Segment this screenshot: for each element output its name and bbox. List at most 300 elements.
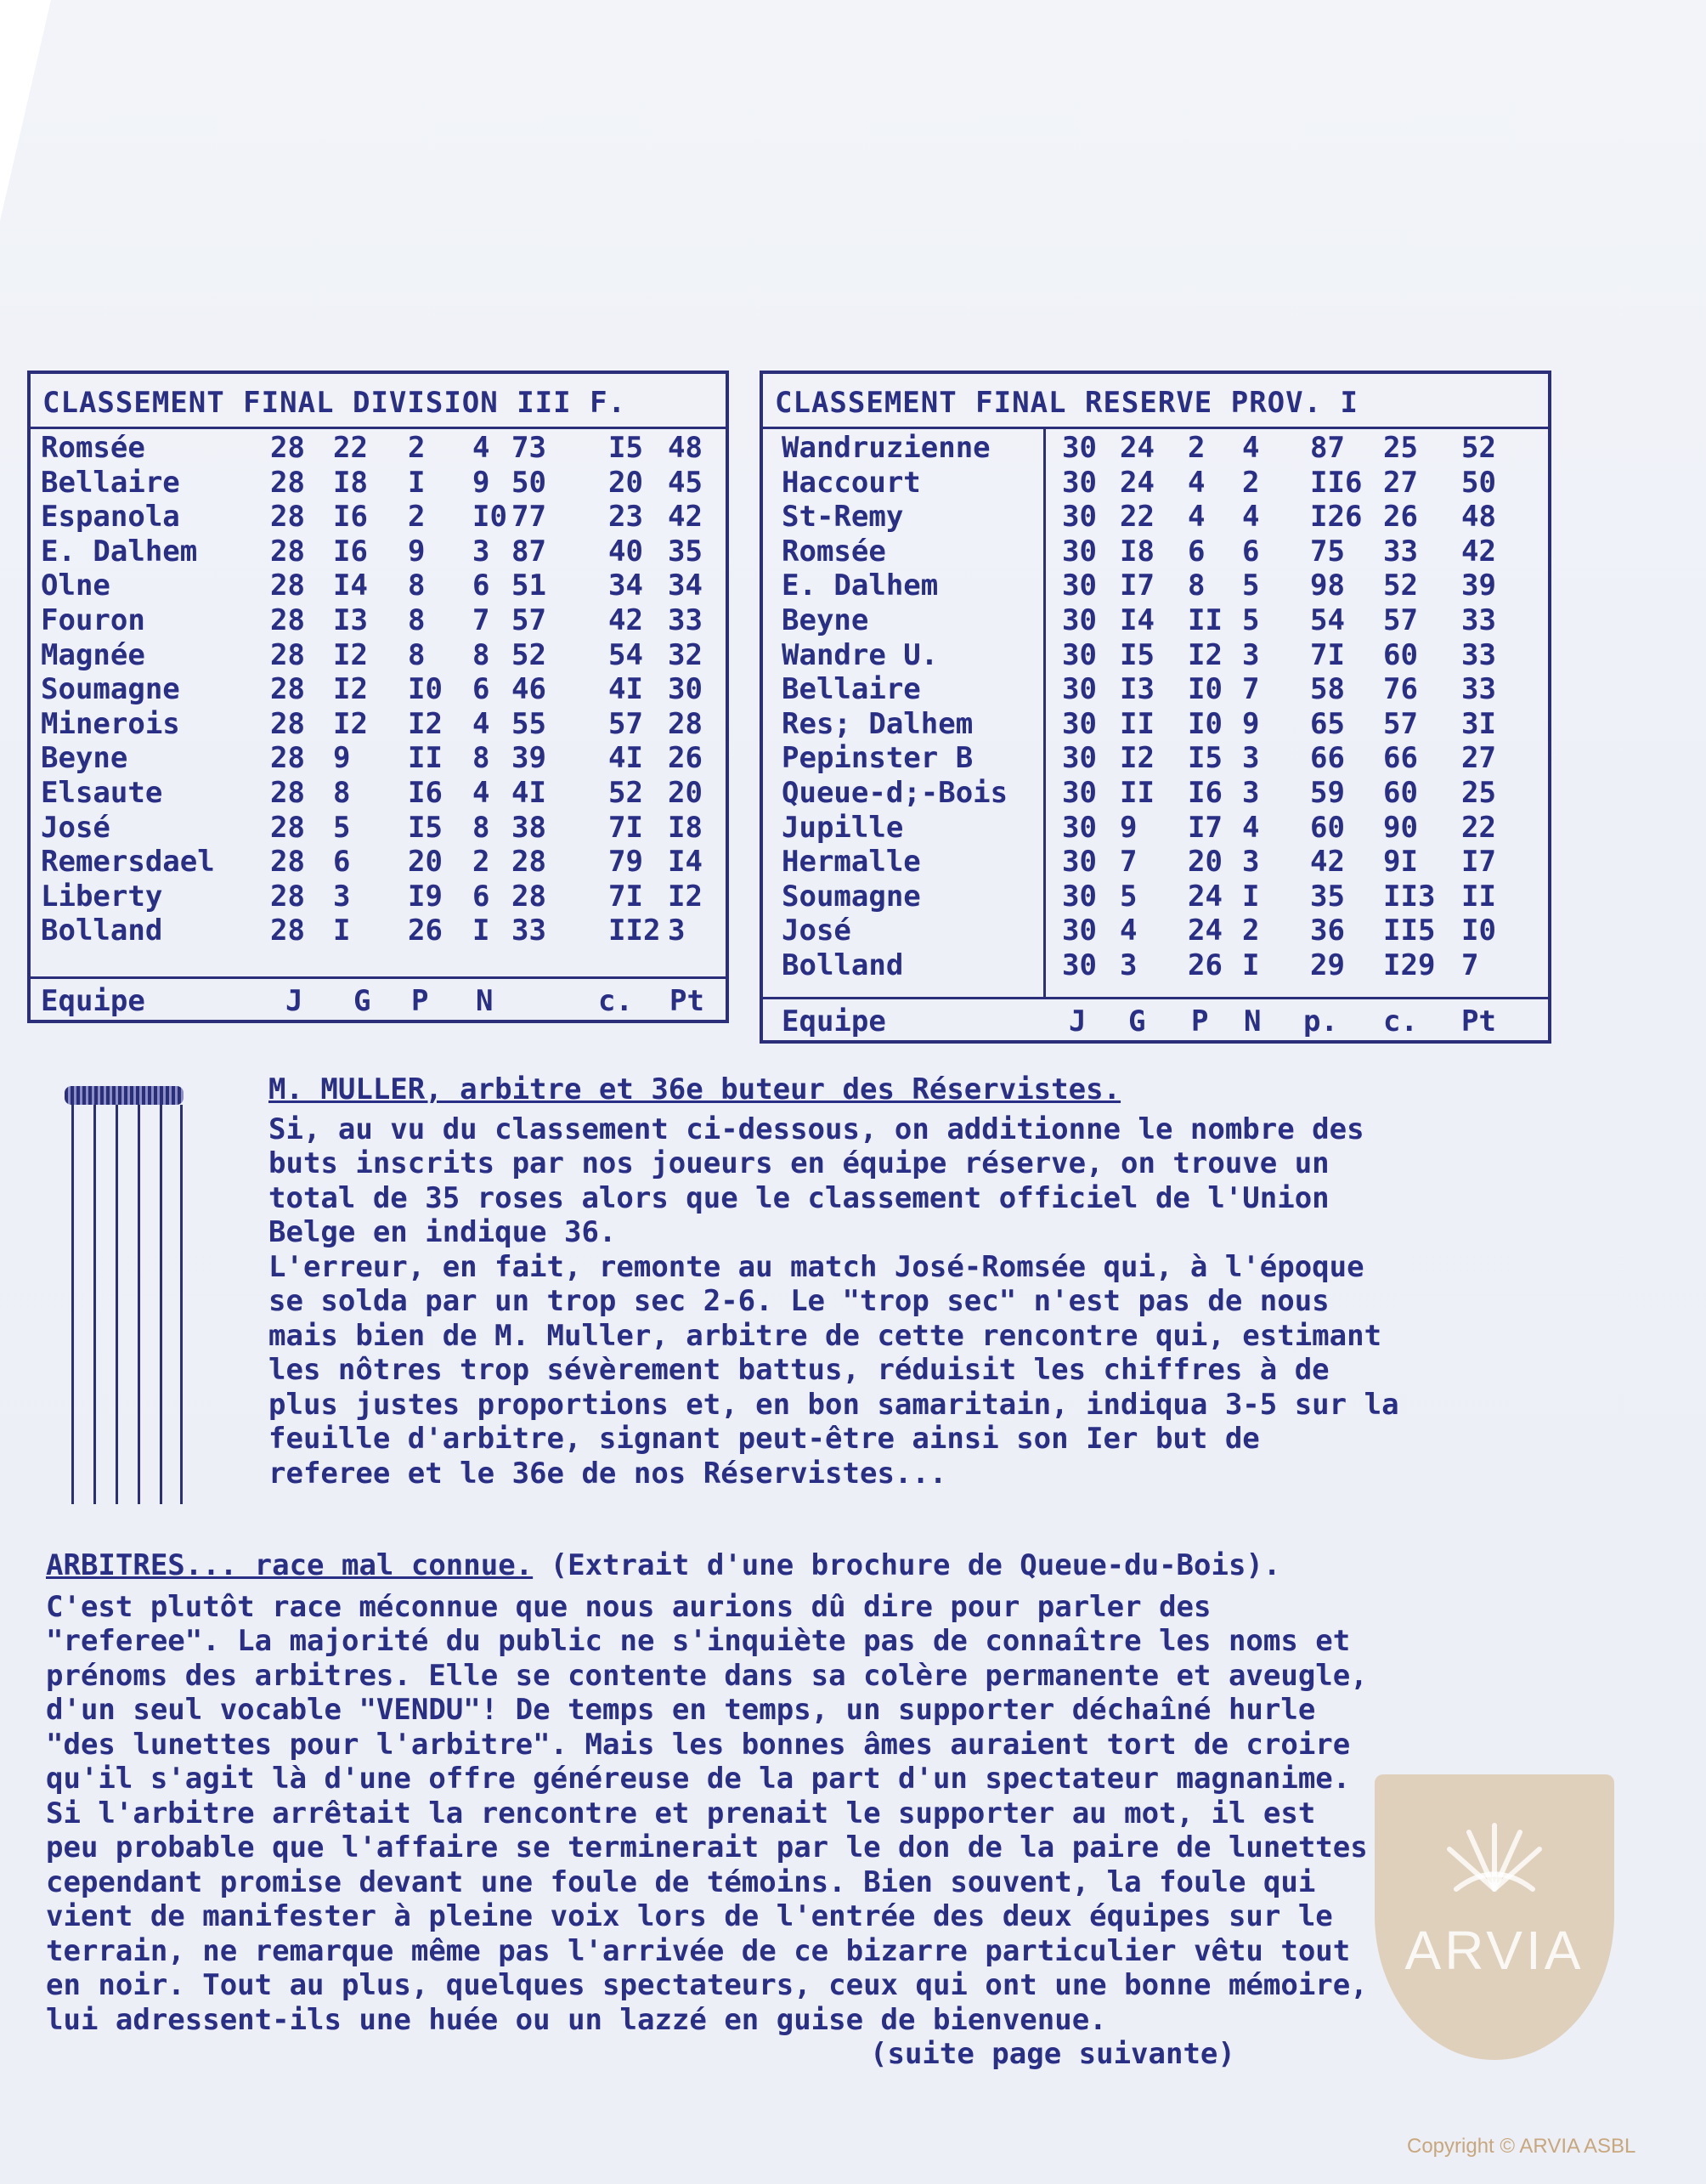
table-row [763,637,1548,671]
stat-cell: I8 [1120,534,1155,569]
text-line: en noir. Tout au plus, quelques spectateurs, ceux qui ont une bonne mémoire, [46,1968,1368,2002]
stat-cell: 76 [1383,672,1418,707]
stat-cell: 45 [668,465,703,500]
stat-cell: 54 [608,637,643,672]
table-row [763,947,1548,982]
stat-cell: 52 [1383,569,1418,603]
text-line: referee et le 36e de nos Réservistes... [268,1456,947,1491]
team-name: Soumagne [41,672,180,707]
text-line: buts inscrits par nos joueurs en équipe réserve, on trouve un [268,1146,1330,1180]
stat-cell: 3 [333,879,351,914]
stat-cell: 3 [668,914,686,948]
stat-cell: 8 [408,637,426,672]
stat-cell: 26 [1383,500,1418,535]
stat-cell: 79 [608,845,643,880]
footer-label: Pt [1461,1004,1496,1038]
stat-cell: I7 [1120,569,1155,603]
stat-cell: I0 [408,672,443,707]
footer-label: J [285,984,303,1018]
table-row [763,809,1548,844]
stat-cell: 20 [408,845,443,880]
stat-cell: 22 [333,431,368,465]
stat-cell: I6 [408,775,443,810]
team-name: José [41,810,110,845]
text-line: feuille d'arbitre, signant peut-être ainsi son Ier but de [268,1422,1260,1456]
team-name: St-Remy [782,500,904,535]
stat-cell: 48 [1461,500,1496,535]
table-title: CLASSEMENT FINAL DIVISION III F. [31,374,726,429]
stat-cell: 22 [1120,500,1155,535]
stat-cell: 32 [668,637,703,672]
stat-cell: 26 [668,741,703,776]
stat-cell: II [1188,603,1223,637]
stat-cell: 9 [472,465,490,500]
stat-cell: 3 [1242,845,1260,880]
stat-cell: I3 [1120,672,1155,707]
stat-cell: 59 [1310,775,1345,810]
text-line: "referee". La majorité du public ne s'inquiète pas de connaître les noms et [46,1624,1351,1658]
footer-label: J [1069,1004,1087,1038]
stat-cell: II [1120,706,1155,741]
stat-cell: 28 [270,465,305,500]
stat-cell: I2 [668,879,703,914]
table-row [31,567,726,602]
stat-cell: I2 [1120,741,1155,776]
stat-cell: 2 [408,431,426,465]
stat-cell: 75 [1310,534,1345,569]
stat-cell: 58 [1310,672,1345,707]
table-row [31,843,726,878]
stat-cell: 22 [1461,810,1496,845]
stat-cell: 42 [1310,845,1345,880]
sunburst-icon [1439,1808,1550,1893]
team-name: Remersdael [41,845,215,880]
text-line: d'un seul vocable "VENDU"! De temps en temps, un supporter déchaîné hurle [46,1693,1316,1727]
stat-cell: 27 [1383,465,1418,500]
table-row [31,498,726,533]
stat-cell: 4I [511,775,546,810]
stat-cell: 55 [511,706,546,741]
stat-cell: I7 [1461,845,1496,880]
table-row [763,705,1548,740]
team-name: Bellaire [41,465,180,500]
team-name: Beyne [41,741,128,776]
stat-cell: 24 [1120,465,1155,500]
stat-cell: 5 [1242,569,1260,603]
stat-cell: 33 [511,914,546,948]
stat-cell: I2 [333,637,368,672]
stat-cell: 28 [668,706,703,741]
stat-cell: 3I [1461,706,1496,741]
stat-cell: 42 [668,500,703,535]
team-name: Espanola [41,500,180,535]
stat-cell: 33 [1461,672,1496,707]
table-rows [763,429,1548,982]
stat-cell: 90 [1383,810,1418,845]
stat-cell: 40 [608,534,643,569]
footer-label: p. [1303,1004,1338,1038]
team-name: Bolland [41,914,163,948]
stat-cell: I [1242,948,1260,982]
decorative-column-emblem [65,1086,184,1511]
stat-cell: 9 [1242,706,1260,741]
stat-cell: 52 [1461,431,1496,465]
stat-cell: 6 [472,569,490,603]
stat-cell: II3 [1383,879,1436,914]
stat-cell: II6 [1310,465,1363,500]
text-line: Si, au vu du classement ci-dessous, on additionne le nombre des [268,1112,1364,1146]
stat-cell: 28 [270,741,305,776]
stat-cell: I2 [408,706,443,741]
stat-cell: 30 [1062,672,1097,707]
table-row [31,670,726,705]
team-name: Hermalle [782,845,921,880]
stat-cell: 50 [511,465,546,500]
stat-cell: 30 [1062,741,1097,776]
stat-cell: 65 [1310,706,1345,741]
stat-cell: II [408,741,443,776]
team-name: José [782,914,851,948]
stat-cell: I3 [333,603,368,637]
footer-label: N [476,984,494,1018]
stat-cell: I4 [1120,603,1155,637]
stat-cell: 7I [608,810,643,845]
stat-cell: 30 [1062,914,1097,948]
stat-cell: I0 [1188,672,1223,707]
table-title: CLASSEMENT FINAL RESERVE PROV. I [763,374,1548,429]
stat-cell: I [408,465,426,500]
watermark-text: ARVIA [1404,1920,1585,1981]
stat-cell: 66 [1310,741,1345,776]
stat-cell: 27 [1461,741,1496,776]
team-name: Wandre U. [782,637,939,672]
stat-cell: 28 [270,637,305,672]
stat-cell: I [472,914,490,948]
stat-cell: 57 [511,603,546,637]
stat-cell: 9 [408,534,426,569]
stat-cell: 6 [472,672,490,707]
stat-cell: 8 [1188,569,1206,603]
stat-cell: 8 [472,741,490,776]
stat-cell: 3 [1120,948,1138,982]
stat-cell: 3 [1242,775,1260,810]
text-line: total de 35 roses alors que le classement officiel de l'Union [268,1180,1330,1215]
stat-cell: II5 [1383,914,1436,948]
stat-cell: 2 [1188,431,1206,465]
stat-cell: 6 [333,845,351,880]
stat-cell: I5 [608,431,643,465]
stat-cell: 25 [1383,431,1418,465]
stat-cell: 57 [1383,603,1418,637]
stat-cell: 8 [472,810,490,845]
stat-cell: I26 [1310,500,1363,535]
stat-cell: 28 [270,879,305,914]
stat-cell: 30 [1062,845,1097,880]
team-name: Pepinster B [782,741,974,776]
text-line: se solda par un trop sec 2-6. Le "trop sec" n'est pas de nous [268,1284,1330,1318]
footer-label: Equipe [41,984,145,1018]
stat-cell: 7 [1120,845,1138,880]
table-row [31,809,726,844]
stat-cell: I [1242,879,1260,914]
team-name: Soumagne [782,879,921,914]
team-name: Haccourt [782,465,921,500]
stat-cell: I4 [668,845,703,880]
stat-cell: 28 [511,845,546,880]
footer-label: Pt [669,984,704,1018]
stat-cell: 30 [1062,500,1097,535]
text-line: terrain, ne remarque même pas l'arrivée de ce bizarre particulier vêtu tout [46,1933,1351,1968]
stat-cell: 25 [1461,775,1496,810]
stat-cell: 26 [408,914,443,948]
footer-label: c. [1383,1004,1418,1038]
table-row [31,602,726,637]
stat-cell: 52 [608,775,643,810]
article-arbitres [46,1548,1368,2072]
stat-cell: 60 [1383,637,1418,672]
stat-cell: I4 [333,569,368,603]
stat-cell: 30 [1062,637,1097,672]
footer-label: N [1244,1004,1262,1038]
stat-cell: 30 [1062,431,1097,465]
stat-cell: I6 [333,500,368,535]
article-source: (Extrait d'une brochure de Queue-du-Bois). [533,1548,1281,1582]
stat-cell: 4 [472,775,490,810]
stat-cell: 2 [408,500,426,535]
stat-cell: 4 [1120,914,1138,948]
stat-cell: 28 [270,706,305,741]
footer-label: c. [598,984,633,1018]
table-row [763,739,1548,774]
stat-cell: 35 [668,534,703,569]
stat-cell: 6 [1242,534,1260,569]
table-footer [31,976,726,1020]
text-line: qu'il s'agit là d'une offre généreuse de la part d'un spectateur magnanime. [46,1762,1351,1796]
stat-cell: 87 [511,534,546,569]
footer-label: P [411,984,429,1018]
text-line: lui adressent-ils une huée ou un lazzé en guise de bienvenue. [46,2002,1107,2037]
stat-cell: 23 [608,500,643,535]
text-line: plus justes proportions et, en bon samaritain, indiqua 3-5 sur la [268,1387,1399,1422]
stat-cell: 4 [1242,500,1260,535]
stat-cell: 6 [472,879,490,914]
table-row [763,912,1548,947]
article-body [268,1112,1399,1491]
stat-cell: I2 [333,706,368,741]
table-rows [31,429,726,947]
stat-cell: 35 [1310,879,1345,914]
stat-cell: 28 [270,845,305,880]
team-name: E. Dalhem [41,534,198,569]
stat-cell: I5 [408,810,443,845]
stat-cell: 28 [270,603,305,637]
table-row [31,774,726,809]
stat-cell: 39 [511,741,546,776]
footer-label: G [353,984,371,1018]
stat-cell: 4 [1242,431,1260,465]
stat-cell: 7 [472,603,490,637]
text-line: Si l'arbitre arrêtait la rencontre et prenait le supporter au mot, il est [46,1796,1316,1830]
page-corner [0,0,51,221]
stat-cell: I2 [1188,637,1223,672]
stat-cell: I5 [1188,741,1223,776]
table-footer [763,997,1548,1040]
stat-cell: 6 [1188,534,1206,569]
stat-cell: 33 [1383,534,1418,569]
text-line: C'est plutôt race méconnue que nous aurions dû dire pour parler des [46,1589,1212,1624]
text-line: L'erreur, en fait, remonte au match José-Romsée qui, à l'époque [268,1249,1364,1284]
text-line: mais bien de M. Muller, arbitre de cette rencontre qui, estimant [268,1318,1382,1353]
stat-cell: 51 [511,569,546,603]
stat-cell: 28 [270,810,305,845]
text-line: les nôtres trop sévèrement battus, réduisit les chiffres à de [268,1353,1330,1387]
table-row [31,705,726,740]
stat-cell: I5 [1120,637,1155,672]
stat-cell: 57 [608,706,643,741]
stat-cell: 29 [1310,948,1345,982]
table-row [763,567,1548,602]
table-row [763,670,1548,705]
table-row [31,429,726,464]
stat-cell: 24 [1120,431,1155,465]
team-name: Bellaire [782,672,921,707]
stat-cell: II2 [608,914,661,948]
stat-cell: 24 [1188,879,1223,914]
team-name: Res; Dalhem [782,706,974,741]
text-line: Belge en indique 36. [268,1215,617,1249]
stat-cell: 28 [270,431,305,465]
team-name: Jupille [782,810,904,845]
stat-cell: I2 [333,672,368,707]
stat-cell: 24 [1188,914,1223,948]
stat-cell: 28 [270,672,305,707]
stat-cell: 2 [472,845,490,880]
team-name: E. Dalhem [782,569,939,603]
stat-cell: I8 [333,465,368,500]
team-name: Beyne [782,603,869,637]
stat-cell: 98 [1310,569,1345,603]
stat-cell: 30 [668,672,703,707]
table-row [31,878,726,913]
stat-cell: I7 [1188,810,1223,845]
stat-cell: 4 [472,431,490,465]
article-muller [268,1072,1399,1491]
table-row [763,498,1548,533]
stat-cell: 33 [1461,603,1496,637]
stat-cell: 36 [1310,914,1345,948]
stat-cell: 34 [668,569,703,603]
stat-cell: 28 [270,534,305,569]
text-line: "des lunettes pour l'arbitre". Mais les bonnes âmes auraient tort de croire [46,1727,1351,1762]
stat-cell: 87 [1310,431,1345,465]
stat-cell: 8 [472,637,490,672]
stat-cell: 7 [1461,948,1479,982]
stat-cell: I8 [668,810,703,845]
team-name: Liberty [41,879,163,914]
table-row [31,637,726,671]
stat-cell: 54 [1310,603,1345,637]
stat-cell: I0 [1188,706,1223,741]
text-line: cependant promise devant une foule de témoins. Bien souvent, la foule qui [46,1864,1316,1899]
stat-cell: 28 [511,879,546,914]
stat-cell: 42 [1461,534,1496,569]
team-name: Elsaute [41,775,163,810]
arvia-watermark-logo [1375,1774,1614,2060]
stat-cell: 4 [472,706,490,741]
stat-cell: 4I [608,672,643,707]
standings-table-reserve-prov [760,371,1551,1044]
table-row [763,464,1548,499]
stat-cell: 4 [1188,500,1206,535]
stat-cell: 30 [1062,465,1097,500]
stat-cell: 20 [668,775,703,810]
stat-cell: 4 [1242,810,1260,845]
stat-cell: 52 [511,637,546,672]
stat-cell: 33 [1461,637,1496,672]
stat-cell: II [1120,775,1155,810]
team-name: Magnée [41,637,145,672]
stat-cell: I0 [472,500,507,535]
article-title: ARBITRES... race mal connue. [46,1548,534,1582]
stat-cell: I0 [1461,914,1496,948]
text-line: vient de manifester à pleine voix lors de l'entrée des deux équipes sur le [46,1899,1333,1933]
text-line: peu probable que l'affaire se terminerait par le don de la paire de lunettes [46,1830,1368,1864]
table-row [763,878,1548,913]
text-line: prénoms des arbitres. Elle se contente dans sa colère permanente et aveugle, [46,1658,1368,1693]
stat-cell: 38 [511,810,546,845]
article-body [46,1590,1368,2038]
team-name: Olne [41,569,110,603]
stat-cell: 39 [1461,569,1496,603]
table-row [763,843,1548,878]
article-heading [46,1548,1368,1583]
stat-cell: 66 [1383,741,1418,776]
stat-cell: 8 [333,775,351,810]
stat-cell: 60 [1310,810,1345,845]
team-name: Bolland [782,948,904,982]
stat-cell: 34 [608,569,643,603]
stat-cell: 8 [408,569,426,603]
stat-cell: 7I [608,879,643,914]
team-name: Minerois [41,706,180,741]
stat-cell: 30 [1062,810,1097,845]
copyright-notice: Copyright © ARVIA ASBL [1407,2135,1636,2158]
stat-cell: 30 [1062,569,1097,603]
column-divider [1043,427,1046,999]
stat-cell: 4 [1188,465,1206,500]
table-row [31,912,726,947]
team-name: Romsée [41,431,145,465]
stat-cell: 9 [1120,810,1138,845]
stat-cell: 30 [1062,534,1097,569]
stat-cell: 46 [511,672,546,707]
stat-cell: I9 [408,879,443,914]
stat-cell: 30 [1062,948,1097,982]
stat-cell: I29 [1383,948,1436,982]
stat-cell: 7I [1310,637,1345,672]
stat-cell: 5 [1242,603,1260,637]
stat-cell: I [333,914,351,948]
stat-cell: 28 [270,500,305,535]
table-row [31,464,726,499]
stat-cell: 50 [1461,465,1496,500]
stat-cell: 2 [1242,914,1260,948]
table-row [763,429,1548,464]
stat-cell: 33 [668,603,703,637]
team-name: Fouron [41,603,145,637]
table-row [763,533,1548,568]
stat-cell: 28 [270,775,305,810]
